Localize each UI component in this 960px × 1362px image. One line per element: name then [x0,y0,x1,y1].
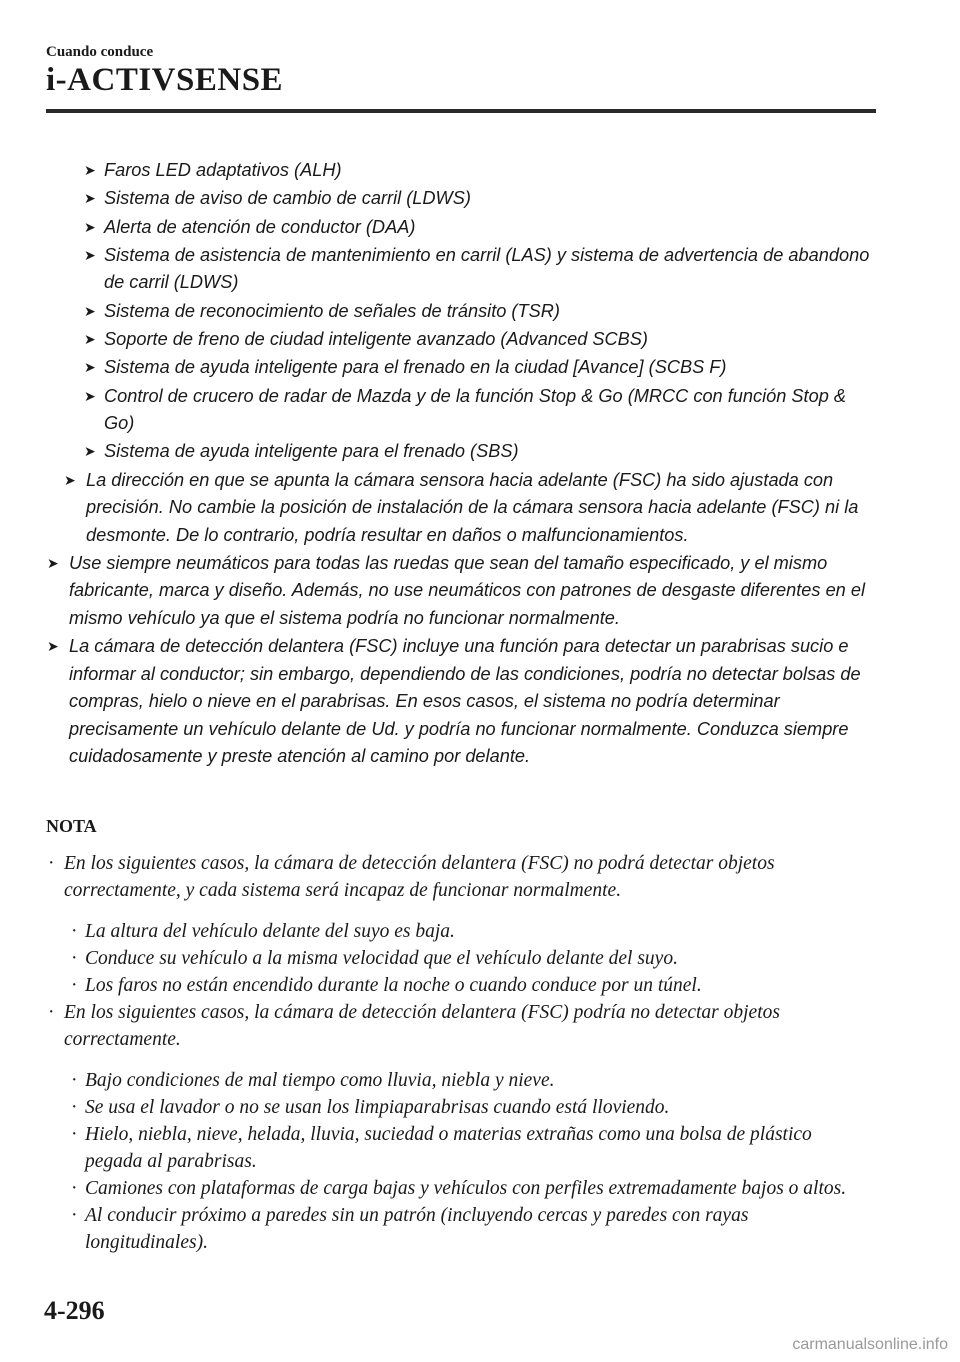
warning-item: ➤ Sistema de aviso de cambio de carril (LDWS) [0,185,960,213]
dot-bullet-icon: · [71,948,78,969]
warning-item: ➤ Alerta de atención de conductor (DAA) [0,214,960,242]
note-subitem: · La altura del vehículo delante del suyo es baja. [0,918,960,945]
arrow-bullet-icon: ➤ [84,246,96,263]
dot-bullet-icon: · [71,921,78,942]
warning-item: ➤ La dirección en que se apunta la cámara sensora hacia adelante (FSC) ha sido ajustada con precisión. No cambie la posición de instalación de la cámara sensora hacia adelante (FSC) ni la desmonte. De lo contrario, podría resultar en daños o malfuncionamientos. [0,467,960,550]
note-title: NOTA [46,816,97,836]
arrow-bullet-icon: ➤ [84,302,96,319]
note-subitem: · Hielo, niebla, nieve, helada, lluvia, suciedad o materias extrañas como una bolsa de plástico pegada al parabrisas. [0,1121,960,1175]
arrow-bullet-icon: ➤ [64,471,76,488]
arrow-bullet-icon: ➤ [84,218,96,235]
arrow-bullet-icon: ➤ [84,387,96,404]
dot-bullet-icon: · [71,1205,78,1226]
dot-bullet-icon: · [48,853,55,874]
dot-bullet-icon: · [71,1124,78,1145]
warning-item: ➤ Faros LED adaptativos (ALH) [0,157,960,185]
section-label: Cuando conduce [46,44,154,60]
header-rule [46,109,876,113]
watermark: carmanualsonline.info [792,1336,948,1353]
dot-bullet-icon: · [71,975,78,996]
warning-item: ➤ La cámara de detección delantera (FSC) incluye una función para detectar un parabrisas sucio e informar al conductor; sin embargo, dependiendo de las condiciones, podría no detectar bolsas de compras, hielo o nieve en el parabrisas. En esos casos, el sistema no podría determinar precisamente un vehículo delante de Ud. y podría no funcionar normalmente. Conduzca siempre cuidadosamente y preste atención al camino por delante. [0,633,960,771]
warning-list [0,157,960,772]
dot-bullet-icon: · [71,1178,78,1199]
page-number: 4-296 [44,1296,105,1325]
note-list [0,850,960,1256]
note-subitem: · Al conducir próximo a paredes sin un patrón (incluyendo cercas y paredes con rayas longitudinales). [0,1202,960,1256]
note-subitem: · Se usa el lavador o no se usan los limpiaparabrisas cuando está lloviendo. [0,1094,960,1121]
note-item: · En los siguientes casos, la cámara de detección delantera (FSC) podría no detectar objetos correctamente. [0,999,960,1053]
arrow-bullet-icon: ➤ [84,162,96,178]
warning-item: ➤ Soporte de freno de ciudad inteligente avanzado (Advanced SCBS) [0,326,960,354]
arrow-bullet-icon: ➤ [84,190,96,207]
arrow-bullet-icon: ➤ [47,638,59,655]
note-subitem: · Los faros no están encendido durante la noche o cuando conduce por un túnel. [0,972,960,999]
arrow-bullet-icon: ➤ [84,443,96,460]
note-subitem: · Bajo condiciones de mal tiempo como lluvia, niebla y nieve. [0,1067,960,1094]
arrow-bullet-icon: ➤ [84,330,96,347]
dot-bullet-icon: · [48,1002,55,1023]
arrow-bullet-icon: ➤ [84,359,96,376]
note-subitem: · Conduce su vehículo a la misma velocidad que el vehículo delante del suyo. [0,945,960,972]
dot-bullet-icon: · [71,1097,78,1118]
page-title: i-ACTIVSENSE [46,62,284,98]
warning-item: ➤ Control de crucero de radar de Mazda y de la función Stop & Go (MRCC con función Stop & Go) [0,383,960,438]
warning-item: ➤ Use siempre neumáticos para todas las ruedas que sean del tamaño especificado, y el mismo fabricante, marca y diseño. Además, no use neumáticos con patrones de desgaste diferentes en el mismo vehículo ya que el sistema podría no funcionar normalmente. [0,550,960,633]
arrow-bullet-icon: ➤ [47,554,59,571]
note-subitem: · Camiones con plataformas de carga bajas y vehículos con perfiles extremadamente bajos o altos. [0,1175,960,1202]
warning-item: ➤ Sistema de reconocimiento de señales de tránsito (TSR) [0,298,960,326]
warning-item: ➤ Sistema de ayuda inteligente para el frenado en la ciudad [Avance] (SCBS F) [0,354,960,382]
note-item: · En los siguientes casos, la cámara de detección delantera (FSC) no podrá detectar objetos correctamente, y cada sistema será incapaz de funcionar normalmente. [0,850,960,904]
warning-item: ➤ Sistema de asistencia de mantenimiento en carril (LAS) y sistema de advertencia de abandono de carril (LDWS) [0,242,960,297]
warning-item: ➤ Sistema de ayuda inteligente para el frenado (SBS) [0,438,960,466]
dot-bullet-icon: · [71,1070,78,1091]
